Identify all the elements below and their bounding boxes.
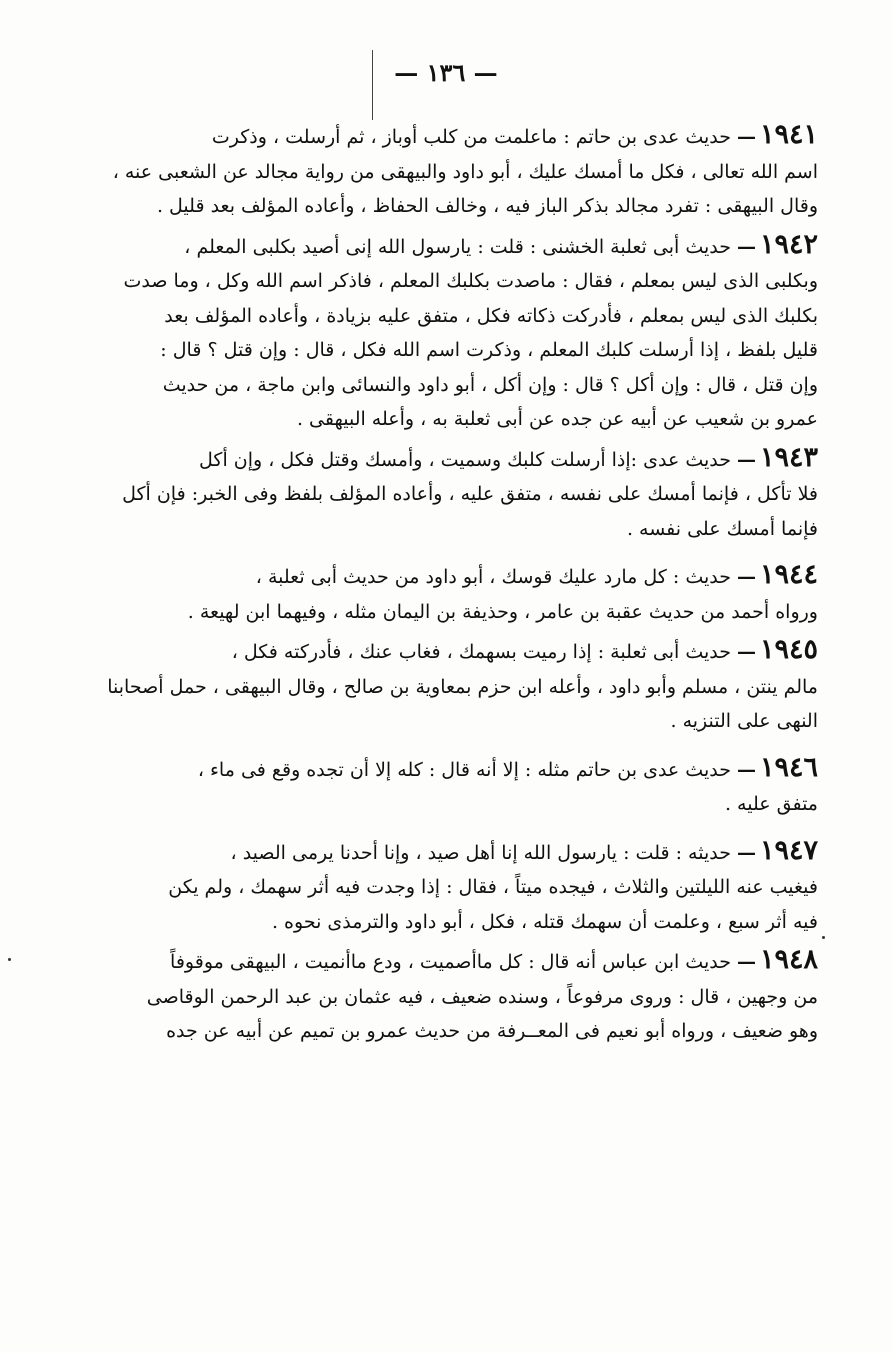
text-line: فيغيب عنه الليلتين والثلاث ، فيجده ميتاً ، فقال : إذا وجدت فيه أثر سهمك ، ولم يكن (168, 876, 818, 898)
text-line (68, 441, 818, 478)
entry-number: ١٩٤٥ (759, 634, 818, 665)
hadith-entry (68, 751, 818, 822)
text-line (68, 943, 818, 980)
text-line: مالم ينتن ، مسلم وأبو داود ، وأعله ابن حزم بمعاوية بن صالح ، وقال البيهقى ، حمل أصحابنا (107, 675, 818, 698)
page-number: — ١٣٦ — (394, 58, 498, 87)
text-line: قليل بلفظ ، إذا أرسلت كلبك المعلم ، وذكرت اسم الله فكل ، قال : وإن قتل ؟ قال : (160, 339, 818, 361)
text-line (68, 633, 818, 670)
entry-text: حديثه : قلت : يارسول الله إنا أهل صيد ، وإنا أحدنا يرمى الصيد ، (230, 841, 731, 864)
entry-dash: — (736, 235, 756, 258)
entry-dash: — (736, 758, 756, 781)
hadith-entry (68, 228, 818, 437)
text-line: فيه أثر سبع ، وعلمت أن سهمك قتله ، فكل ، أبو داود والترمذى نحوه . (271, 910, 818, 933)
entry-text: حديث عدى بن حاتم مثله : إلا أنه قال : كله إلا أن تجده وقع فى ماء ، (197, 758, 731, 781)
text-line: وهو ضعيف ، ورواه أبو نعيم فى المعــرفة من حديث عمرو بن تميم عن أبيه عن جده (166, 1020, 818, 1042)
entry-dash: — (736, 566, 756, 588)
entry-dash: — (736, 641, 756, 663)
entry-number: ١٩٤٢ (759, 228, 818, 260)
entry-text: حديث ابن عباس أنه قال : كل ماأصميت ، ودع ماأنميت ، البيهقى موقوفاً (170, 951, 731, 973)
margin-speck (8, 958, 11, 961)
hadith-entry (68, 441, 818, 547)
entry-text: حديث عدى بن حاتم : ماعلمت من كلب أوباز ، ثم أرسلت ، وذكرت (211, 126, 731, 148)
text-line: وقال البيهقى : تفرد مجالد بذكر الباز فيه ، وخالف الحفاظ ، وأعاده المؤلف بعد قليل . (156, 195, 818, 217)
text-line: وبكلبى الذى ليس بمعلم ، فقال : ماصدت بكلبك المعلم ، فاذكر اسم الله وكل ، وما صدت (123, 270, 818, 292)
entry-number: ١٩٤٣ (759, 441, 818, 473)
hadith-entry (68, 943, 818, 1049)
entry-dash: — (736, 951, 756, 973)
entry-number: ١٩٤٨ (759, 944, 818, 975)
text-line (68, 118, 818, 155)
text-line (68, 228, 818, 265)
text-line: من وجهين ، قال : وروى مرفوعاً ، وسنده ضعيف ، فيه عثمان بن عبد الرحمن الوقاصى (146, 985, 818, 1008)
entry-text: حديث : كل مارد عليك قوسك ، أبو داود من حديث أبى ثعلبة ، (255, 566, 731, 588)
entry-dash: — (736, 126, 756, 148)
text-line: ورواه أحمد من حديث عقبة بن عامر ، وحذيفة بن اليمان مثله ، وفيهما ابن لهيعة . (187, 600, 818, 623)
entry-text: حديث أبى ثعلبة الخشنى : قلت : يارسول الله إنى أصيد بكلبى المعلم ، (184, 235, 731, 258)
page-body (68, 118, 818, 1053)
text-line: اسم الله تعالى ، فكل ما أمسك عليك ، أبو داود والبيهقى من رواية مجالد عن الشعبى عنه ، (112, 160, 818, 183)
hadith-entry (68, 633, 818, 739)
entry-text: حديث عدى :إذا أرسلت كلبك وسميت ، وأمسك وقتل فكل ، وإن أكل (199, 448, 731, 471)
text-line: عمرو بن شعيب عن أبيه عن جده عن أبى ثعلبة به ، وأعله البيهقى . (296, 408, 818, 430)
entry-text: حديث أبى ثعلبة : إذا رميت بسهمك ، فغاب عنك ، فأدركته فكل ، (231, 641, 731, 663)
entry-dash: — (736, 841, 756, 864)
hadith-entry (68, 558, 818, 629)
entry-number: ١٩٤٧ (759, 834, 818, 866)
entry-dash: — (736, 448, 756, 471)
text-line (68, 751, 818, 788)
hadith-entry (68, 834, 818, 940)
entry-number: ١٩٤٦ (759, 751, 818, 783)
entry-number: ١٩٤١ (759, 119, 818, 150)
text-line: وإن قتل ، قال : وإن أكل ؟ قال : وإن أكل ، أبو داود والنسائى وابن ماجة ، من حديث (162, 373, 818, 396)
text-line: النهى على التنزيه . (670, 710, 818, 732)
text-line (68, 558, 818, 595)
text-line: بكلبك الذى ليس بمعلم ، فأدركت ذكاته فكل ، متفق عليه بزيادة ، وأعاده المؤلف بعد (164, 304, 818, 327)
text-line: متفق عليه . (724, 793, 818, 815)
entry-number: ١٩٤٤ (759, 559, 818, 590)
text-line: فإنما أمسك على نفسه . (626, 517, 818, 540)
margin-speck (822, 936, 825, 939)
text-line: فلا تأكل ، فإنما أمسك على نفسه ، متفق عليه ، وأعاده المؤلف بلفظ وفى الخبر: فإن أكل (122, 483, 818, 505)
hadith-entry (68, 118, 818, 224)
text-line (68, 834, 818, 871)
